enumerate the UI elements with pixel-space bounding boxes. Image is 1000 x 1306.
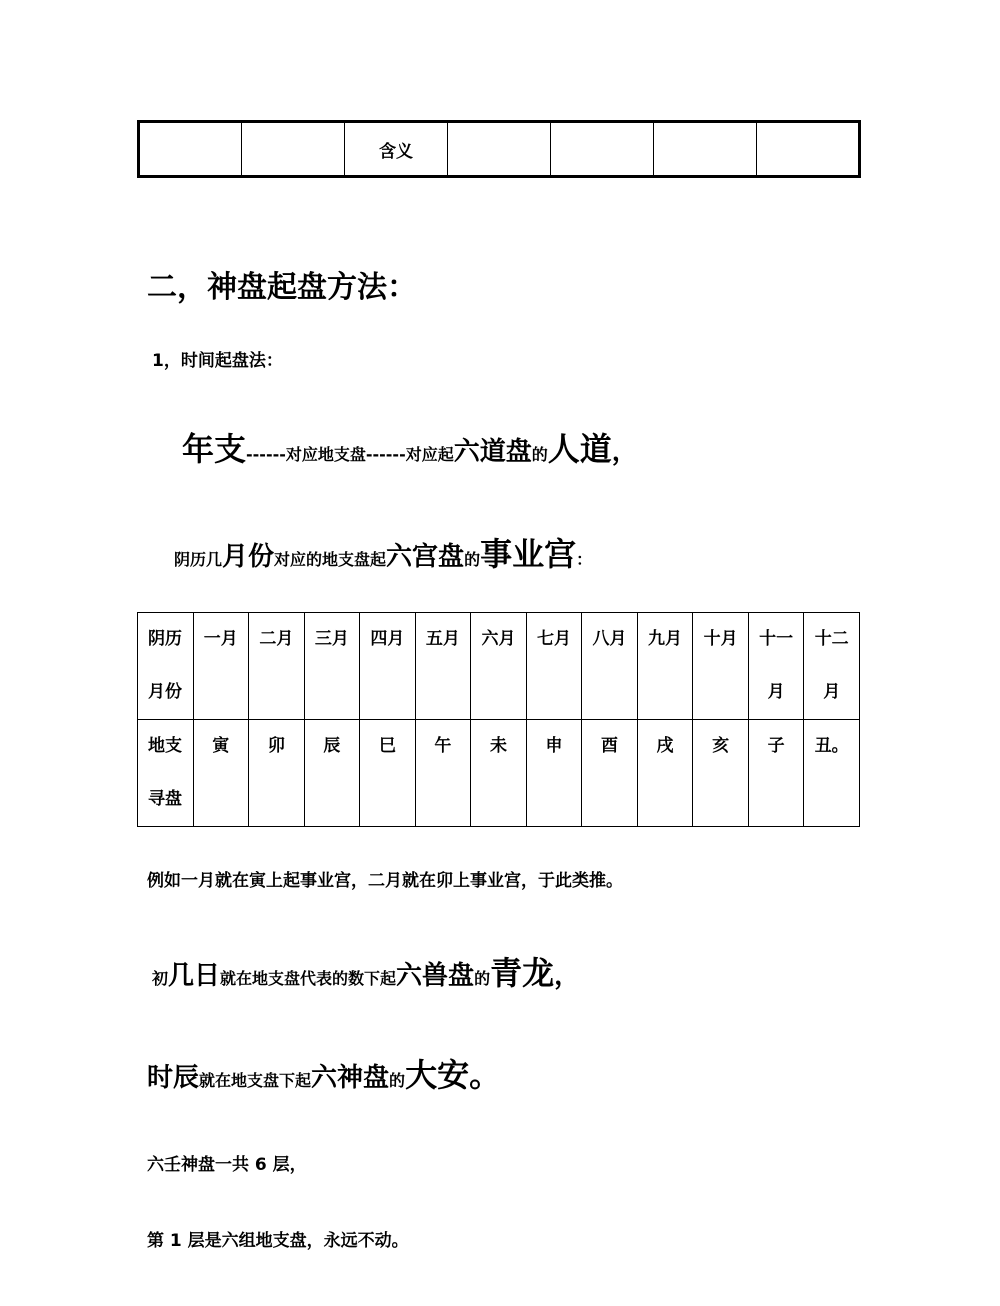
branch-cell: 子 <box>748 720 804 827</box>
top-table-cell <box>242 122 345 177</box>
month-cell: 三月 <box>304 613 360 720</box>
row2-header: 地支 寻盘 <box>138 720 194 827</box>
month-cell: 二月 <box>249 613 305 720</box>
line3-f: 青龙 <box>490 954 555 992</box>
branch-cell: 酉 <box>582 720 638 827</box>
branch-cell: 午 <box>415 720 471 827</box>
branch-cell: 丑。 <box>804 720 860 827</box>
line4-b: 就在地支盘下起 <box>199 1071 312 1090</box>
month-cell: 九月 <box>637 613 693 720</box>
line1-a: 年支 <box>182 430 247 468</box>
line3-c: 就在地支盘代表的数下起 <box>220 969 397 988</box>
line4-e: 大安 <box>405 1056 470 1094</box>
month-cell: 七月 <box>526 613 582 720</box>
line4-a: 时辰 <box>147 1063 200 1093</box>
month-cell: 六月 <box>471 613 527 720</box>
paragraph-layer-one: 第 1 层是六组地支盘，永远不动。 <box>147 1231 409 1251</box>
table-row <box>138 720 860 827</box>
month-cell: 四月 <box>360 613 416 720</box>
branch-cell: 申 <box>526 720 582 827</box>
section-heading: 二，神盘起盘方法： <box>147 270 417 305</box>
month-cell: 八月 <box>582 613 638 720</box>
line2-d: 六宫盘 <box>386 542 465 572</box>
line2-b: 月份 <box>222 542 275 572</box>
branch-cell: 戌 <box>637 720 693 827</box>
top-table-cell <box>448 122 551 177</box>
month-cell: 十一 月 <box>748 613 804 720</box>
month-table <box>137 612 860 827</box>
line2-e: 的 <box>464 550 481 569</box>
branch-cell: 卯 <box>249 720 305 827</box>
branch-cell: 寅 <box>193 720 249 827</box>
top-table-cell: 含义 <box>345 122 448 177</box>
top-table-cell <box>139 122 242 177</box>
top-table <box>137 120 861 178</box>
branch-cell: 辰 <box>304 720 360 827</box>
line3-d: 六兽盘 <box>396 961 475 991</box>
branch-cell: 巳 <box>360 720 416 827</box>
line1-e: 人道 <box>547 430 612 468</box>
line-lunar-month <box>174 532 592 576</box>
month-cell: 一月 <box>193 613 249 720</box>
line-hour <box>147 1052 501 1098</box>
line2-g: ： <box>576 550 593 569</box>
top-table-cell <box>654 122 757 177</box>
branch-cell: 亥 <box>693 720 749 827</box>
line3-e: 的 <box>474 969 491 988</box>
line3-g: ， <box>554 961 581 991</box>
paragraph-layers: 六壬神盘一共 6 层， <box>147 1155 307 1175</box>
month-cell: 十二 月 <box>804 613 860 720</box>
month-cell: 五月 <box>415 613 471 720</box>
line1-c: 六道盘 <box>453 437 532 467</box>
line1-f: ， <box>611 437 638 467</box>
line1-b: ------对应地支盘------对应起 <box>246 445 454 464</box>
top-table-cell <box>757 122 860 177</box>
top-table-cell <box>551 122 654 177</box>
branch-cell: 未 <box>471 720 527 827</box>
example-text: 例如一月就在寅上起事业宫，二月就在卯上事业宫，于此类推。 <box>147 871 623 891</box>
row1-header: 阴历 月份 <box>138 613 194 720</box>
line-year-branch <box>182 426 638 472</box>
line3-a: 初 <box>152 969 169 988</box>
line3-b: 几日 <box>168 961 221 991</box>
line4-d: 的 <box>389 1071 406 1090</box>
line-day <box>152 950 580 996</box>
line2-c: 对应的地支盘起 <box>274 550 387 569</box>
line4-c: 六神盘 <box>311 1063 390 1093</box>
subheading: 1，时间起盘法： <box>152 351 283 371</box>
line1-d: 的 <box>531 445 548 464</box>
line2-f: 事业宫 <box>480 535 577 573</box>
line2-a: 阴历几 <box>174 550 223 569</box>
month-cell: 十月 <box>693 613 749 720</box>
table-row <box>138 613 860 720</box>
line4-f: 。 <box>469 1056 502 1094</box>
table-row <box>139 122 860 177</box>
